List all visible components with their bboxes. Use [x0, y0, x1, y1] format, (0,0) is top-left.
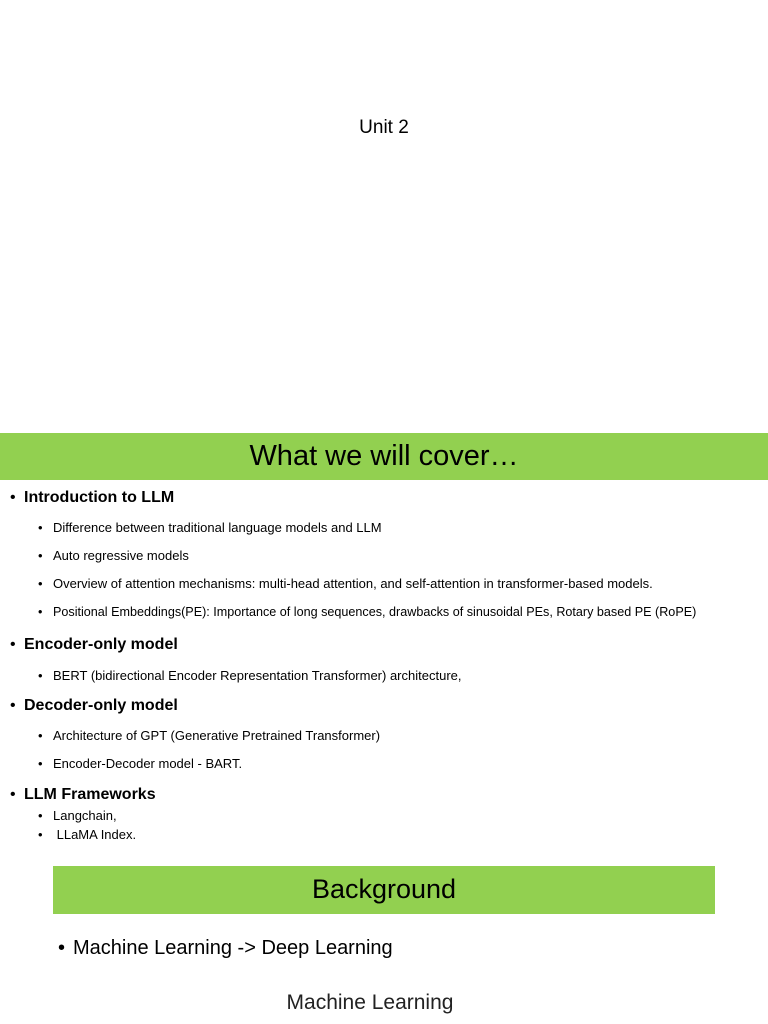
bullet-icon: •: [38, 756, 43, 771]
list-item-text: BERT (bidirectional Encoder Representation Transformer) architecture,: [53, 668, 462, 683]
bullet-icon: •: [38, 728, 43, 743]
bullet-icon: •: [10, 786, 16, 803]
list-item: [58, 936, 393, 960]
list-item: [38, 808, 117, 824]
bullet-icon: •: [10, 697, 16, 714]
list-item-text: LLaMA Index.: [53, 827, 137, 842]
topic-encoder-only-model: [10, 635, 178, 655]
bullet-icon: •: [38, 668, 43, 683]
bullet-icon: •: [10, 489, 16, 506]
list-item: [38, 827, 136, 843]
bullet-icon: •: [38, 548, 43, 563]
section-banner-background: Background: [53, 866, 715, 914]
topic-llm-frameworks: [10, 785, 156, 805]
topic-label: Encoder-only model: [24, 636, 178, 653]
bullet-icon: •: [38, 808, 43, 823]
bullet-icon: •: [38, 520, 43, 535]
list-item: [38, 548, 189, 564]
bullet-icon: •: [38, 576, 43, 591]
bullet-icon: •: [38, 605, 43, 619]
list-item-text: Positional Embeddings(PE): Importance of long sequences, drawbacks of sinusoidal PEs, Rotary based PE (RoPE): [53, 605, 697, 619]
list-item-text: Langchain,: [53, 808, 117, 823]
topic-label: LLM Frameworks: [24, 786, 156, 803]
list-item: [38, 604, 696, 620]
list-item: [38, 756, 242, 772]
list-item-text: Machine Learning -> Deep Learning: [73, 937, 393, 959]
topic-label: Decoder-only model: [24, 697, 178, 714]
bullet-icon: •: [58, 937, 66, 959]
topic-label: Introduction to LLM: [24, 489, 175, 506]
bullet-icon: •: [10, 636, 16, 653]
section-banner-what-we-will-cover: What we will cover…: [0, 433, 768, 480]
list-item-text: Auto regressive models: [53, 548, 189, 563]
figure-caption: Machine Learning: [286, 991, 454, 1014]
list-item: [38, 668, 461, 684]
bullet-icon: •: [38, 827, 43, 842]
list-item-text: Overview of attention mechanisms: multi-head attention, and self-attention in transformer-based models.: [53, 576, 653, 591]
topic-introduction-to-llm: [10, 488, 174, 508]
list-item-text: Architecture of GPT (Generative Pretrained Transformer): [53, 728, 381, 743]
list-item: [38, 520, 382, 536]
list-item-text: Encoder-Decoder model - BART.: [53, 756, 243, 771]
topic-decoder-only-model: [10, 696, 178, 716]
list-item: [38, 576, 653, 592]
list-item: [38, 728, 380, 744]
list-item-text: Difference between traditional language models and LLM: [53, 520, 382, 535]
slide-title-unit: Unit 2: [359, 117, 409, 138]
